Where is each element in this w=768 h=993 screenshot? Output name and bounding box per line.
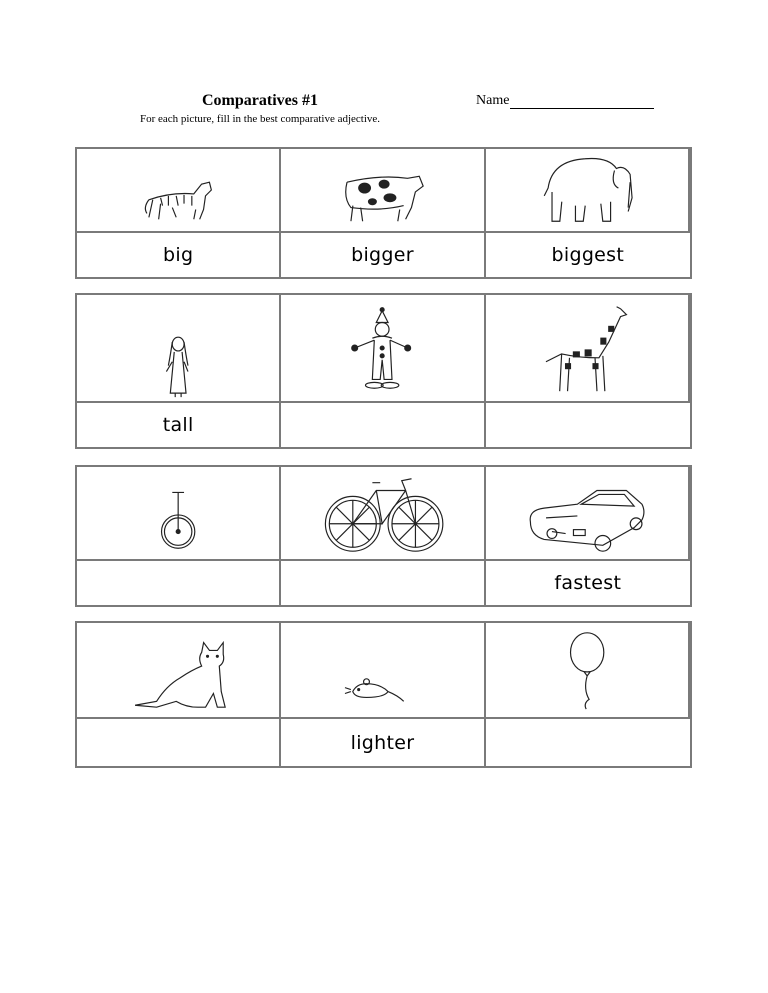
answer-text: fastest (554, 572, 622, 594)
answer-text (486, 719, 690, 766)
answer-cell[interactable] (77, 719, 281, 766)
balloon-icon (486, 623, 688, 717)
cat-icon (77, 623, 279, 717)
answer-text: biggest (551, 244, 625, 266)
answer-text (281, 403, 483, 447)
name-field[interactable] (476, 93, 654, 109)
answer-cell[interactable] (281, 561, 485, 605)
bicycle-icon (281, 467, 483, 559)
answer-text (77, 561, 279, 605)
picture-cell (486, 623, 690, 719)
answer-text (486, 403, 690, 447)
picture-cell (486, 149, 690, 233)
answer-cell[interactable] (486, 403, 690, 447)
elephant-icon (486, 149, 688, 231)
answer-text (281, 561, 483, 605)
picture-cell (281, 295, 485, 403)
answer-cell[interactable] (486, 561, 690, 605)
girl-icon (77, 295, 279, 401)
comparison-card-3 (75, 465, 692, 607)
picture-cell (486, 467, 690, 561)
car-icon (486, 467, 688, 559)
picture-cell (77, 295, 281, 403)
unicycle-icon (77, 467, 279, 559)
answer-cell[interactable] (281, 403, 485, 447)
answer-cell[interactable] (486, 719, 690, 766)
answer-text: lighter (350, 731, 415, 754)
name-line[interactable] (510, 95, 654, 109)
picture-cell (77, 149, 281, 233)
tiger-icon (77, 149, 279, 231)
picture-cell (281, 623, 485, 719)
picture-cell (281, 467, 485, 561)
answer-text: tall (162, 414, 194, 436)
picture-cell (77, 467, 281, 561)
picture-cell (77, 623, 281, 719)
cow-icon (281, 149, 483, 231)
answer-cell[interactable] (77, 233, 281, 277)
clown-icon (281, 295, 483, 401)
answer-cell[interactable] (486, 233, 690, 277)
comparison-card-2 (75, 293, 692, 449)
mouse-icon (281, 623, 483, 717)
comparison-card-4 (75, 621, 692, 768)
picture-cell (486, 295, 690, 403)
answer-text: bigger (351, 244, 414, 266)
giraffe-icon (486, 295, 688, 401)
answer-cell[interactable] (281, 233, 485, 277)
picture-cell (281, 149, 485, 233)
name-label: Name (476, 93, 510, 108)
answer-cell[interactable] (77, 561, 281, 605)
worksheet-instructions: For each picture, fill in the best comparative adjective. (139, 113, 381, 125)
comparison-card-1 (75, 147, 692, 279)
answer-text: big (163, 244, 194, 266)
worksheet-title: Comparatives #1 (202, 92, 318, 109)
answer-text (77, 719, 279, 766)
answer-cell[interactable] (281, 719, 485, 766)
answer-cell[interactable] (77, 403, 281, 447)
